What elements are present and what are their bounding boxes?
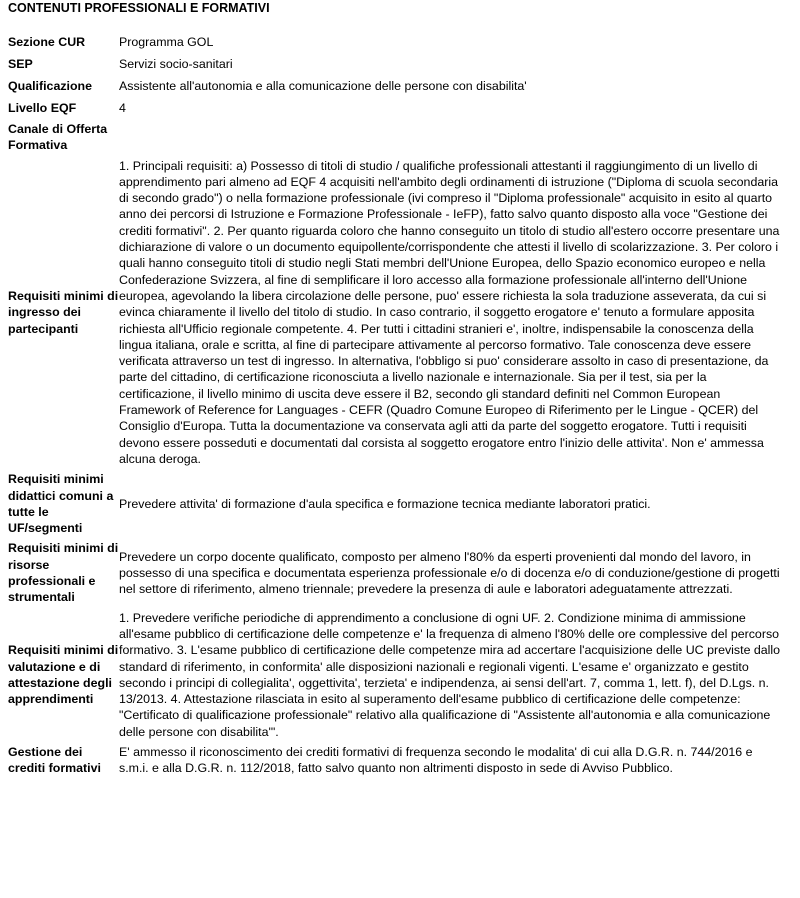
table-row-gestione-crediti bbox=[8, 742, 784, 779]
row-value: Prevedere un corpo docente qualificato, composto per almeno l'80% da esperti provenienti dal mondo del lavoro, in possesso di una specifica e documentata esperienza professionale e/o di docenza e/o di conduzione/gestione di progetti nel settore di riferimento, almeno triennale; prevedere la presenza di aule e laboratori adeguatamente attrezzati. bbox=[119, 549, 780, 597]
row-label: Requisiti minimi di valutazione e di attestazione degli apprendimenti bbox=[8, 643, 119, 707]
row-label: Canale di Offerta Formativa bbox=[8, 122, 108, 153]
row-value: Prevedere attivita' di formazione d'aula specifica e formazione tecnica mediante laboratori pratici. bbox=[119, 496, 651, 511]
table-row-requisiti-ingresso bbox=[8, 156, 784, 470]
row-value: Servizi socio-sanitari bbox=[119, 57, 233, 71]
row-label: Requisiti minimi didattici comuni a tutte le UF/segmenti bbox=[8, 472, 114, 536]
row-value: 1. Prevedere verifiche periodiche di apprendimento a conclusione di ogni UF. 2. Condizione minima di ammissione all'esame pubblico di certificazione delle competenze e' la frequenza di almeno l'80% delle ore complessive del percorso formativo. 3. L'esame pubblico di certificazione delle competenze mira ad accertare l'acquisizione delle UC previste dallo standard di riferimento, in conformita' alle disposizioni nazionali e regionali vigenti. L'esame e' organizzato e gestito secondo i principi di collegialita', oggettivita', terzieta' e indipendenza, ai sensi dell'art. 7, comma 1, lett. f), del D.Lgs. n. 13/2013. 4. Attestazione rilasciata in esito al superamento dell'esame pubblico di certificazione delle competenze: "Certificato di qualificazione professionale" relativo alla qualificazione di "Assistente all'autonomia e alla comunicazione delle persone con disabilita'". bbox=[119, 610, 781, 739]
row-label: Gestione dei crediti formativi bbox=[8, 744, 101, 776]
table-row-requisiti-risorse bbox=[8, 538, 784, 607]
row-label: Sezione CUR bbox=[8, 35, 86, 49]
table-row-livello-eqf bbox=[8, 98, 784, 120]
table-row-canale-offerta bbox=[8, 120, 784, 156]
row-value: E' ammesso il riconoscimento dei crediti formativi di frequenza secondo le modalita' di cui alla D.G.R. n. 744/2016 e s.m.i. e alla D.G.R. n. 112/2018, fatto salvo quanto non altrimenti disposto in sede di Avviso Pubblico. bbox=[119, 744, 753, 776]
row-label: SEP bbox=[8, 57, 33, 71]
row-value: 1. Principali requisiti: a) Possesso di titoli di studio / qualifiche professionali attestanti il raggiungimento di un livello di apprendimento pari almeno ad EQF 4 acquisiti nell'ambito degli ordinamenti di istruzione ("Diploma di scuola secondaria di secondo grado") o nella formazione professionale (ivi compreso il "Diploma professionale" acquisito in esito al quarto anno dei percorsi di Istruzione e Formazione Professionale - IeFP), fatto salvo quanto disposto alla voce "Gestione dei crediti formativi". 2. Per quanto riguarda coloro che hanno conseguito un titolo di studio all'estero occorre presentare una dichiarazione di valore o un documento equipollente/corrispondente che attesti il livello di scolarizzazione. 3. Per coloro i quali hanno conseguito titoli di studio negli Stati membri dell'Unione Europea, dello Spazio economico europeo e nella Confederazione Svizzera, al fine di semplificare il loro accesso alla formazione professionale all'interno dell'Unione europea, agevolando la libera circolazione delle persone, puo' essere richiesta la sola traduzione asseverata, da cui si evinca chiaramente il livello del titolo di studio. In caso contrario, il soggetto erogatore e' tenuto a formulare apposita richiesta all'Ufficio regionale competente. 4. Per tutti i cittadini stranieri e', inoltre, indispensabile la conoscenza della lingua italiana, orale e scritta, al fine di partecipare attivamente al percorso formativo. Tale conoscenza deve essere verificata attraverso un test di ingresso. In alternativa, l'obbligo si puo' considerare assolto in caso di presentazione, da parte del cittadino, di certificazione riconosciuta a livello nazionale e internazionale. Sia per il test, sia per la certificazione, il livello minimo di uscita deve essere il B2, secondo gli standard definiti nel Common European Framework of Reference for Languages - CEFR (Quadro Comune Europeo di Riferimento per le Lingue - QCER) del Consiglio d'Europa. Tutta la documentazione va conservata agli atti da parte del soggetto erogatore. Tutti i requisiti devono essere posseduti e documentati dal corsista al soggetto erogatore entro l'inizio delle attivita'. Non e' ammessa alcuna deroga. bbox=[119, 158, 780, 466]
row-label: Requisiti minimi di ingresso dei partecipanti bbox=[8, 288, 119, 336]
table-row-sezione-cur bbox=[8, 32, 784, 54]
table-row-qualificazione bbox=[8, 76, 784, 98]
table-row-requisiti-didattici bbox=[8, 469, 784, 538]
row-value: 4 bbox=[119, 101, 126, 115]
table-row-requisiti-valutazione bbox=[8, 608, 784, 742]
row-label: Requisiti minimi di risorse professionali e strumentali bbox=[8, 541, 119, 605]
table-row-sep bbox=[8, 54, 784, 76]
row-label: Livello EQF bbox=[8, 101, 77, 115]
row-label: Qualificazione bbox=[8, 79, 92, 93]
row-value bbox=[119, 120, 784, 156]
info-table bbox=[8, 32, 784, 779]
row-value: Assistente all'autonomia e alla comunicazione delle persone con disabilita' bbox=[119, 79, 527, 93]
row-value: Programma GOL bbox=[119, 35, 214, 49]
section-title: CONTENUTI PROFESSIONALI E FORMATIVI bbox=[8, 1, 270, 15]
